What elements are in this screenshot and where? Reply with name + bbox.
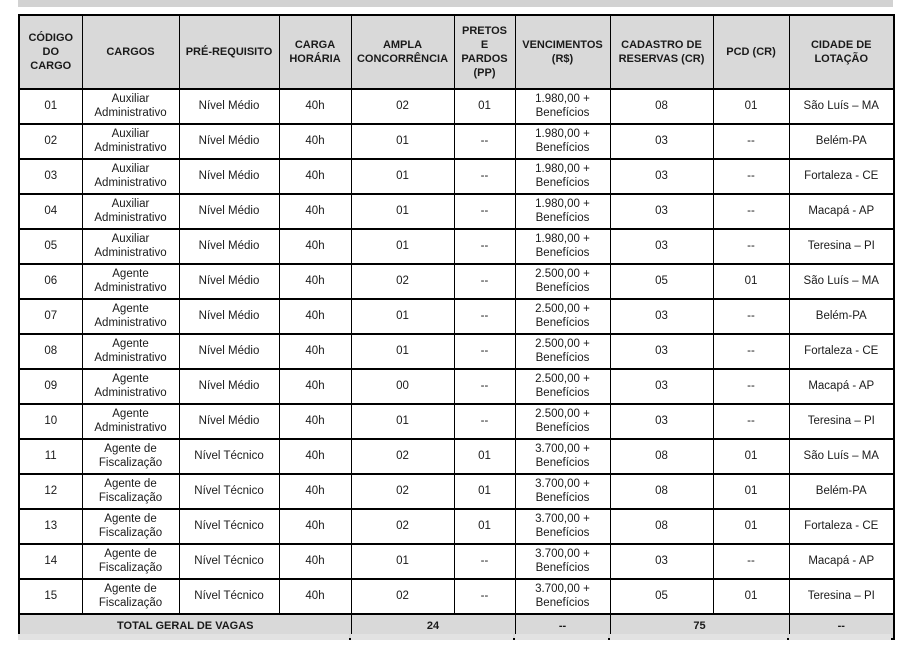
cropped-segment: [515, 634, 608, 640]
header-row: [19, 15, 894, 89]
cell-ampla-concorrencia: 01: [351, 404, 454, 439]
table-row: [19, 474, 894, 509]
cell-pre-requisito: Nível Médio: [179, 299, 279, 334]
cell-ampla-concorrencia: 01: [351, 544, 454, 579]
cell-cidade-de-lotacao: Belém-PA: [789, 474, 894, 509]
cell-cargos: Agente Administrativo: [82, 369, 179, 404]
footer-cell-3: 75: [610, 614, 789, 639]
cell-cargos: Auxiliar Administrativo: [82, 159, 179, 194]
cell-cargos: Agente de Fiscalização: [82, 544, 179, 579]
header-cell-carga-horaria: CARGA HORÁRIA: [279, 15, 351, 89]
cell-cidade-de-lotacao: Fortaleza - CE: [789, 334, 894, 369]
cell-cargos: Agente Administrativo: [82, 299, 179, 334]
cell-pretos-e-pardos: --: [454, 124, 515, 159]
cell-pre-requisito: Nível Técnico: [179, 579, 279, 614]
header-cell-pcd-cr: PCD (CR): [713, 15, 789, 89]
table-row: [19, 229, 894, 264]
cell-pcd-cr: --: [713, 124, 789, 159]
cell-pre-requisito: Nível Médio: [179, 89, 279, 124]
cell-codigo-do-cargo: 09: [19, 369, 82, 404]
footer-cell-2: --: [515, 614, 610, 639]
cell-pre-requisito: Nível Médio: [179, 229, 279, 264]
cell-vencimentos: 2.500,00 + Benefícios: [515, 334, 610, 369]
cell-pre-requisito: Nível Técnico: [179, 474, 279, 509]
header-cell-cadastro-de-reservas: CADASTRO DE RESERVAS (CR): [610, 15, 713, 89]
cell-pcd-cr: --: [713, 404, 789, 439]
cell-codigo-do-cargo: 04: [19, 194, 82, 229]
cell-codigo-do-cargo: 06: [19, 264, 82, 299]
cell-cadastro-de-reservas: 03: [610, 404, 713, 439]
cell-vencimentos: 3.700,00 + Benefícios: [515, 509, 610, 544]
cell-pcd-cr: --: [713, 544, 789, 579]
table-body: [19, 89, 894, 614]
cell-codigo-do-cargo: 14: [19, 544, 82, 579]
cell-cargos: Agente de Fiscalização: [82, 509, 179, 544]
cell-vencimentos: 2.500,00 + Benefícios: [515, 369, 610, 404]
footer-cell-4: --: [789, 614, 894, 639]
cell-pretos-e-pardos: --: [454, 194, 515, 229]
cell-cadastro-de-reservas: 05: [610, 264, 713, 299]
cell-cadastro-de-reservas: 03: [610, 334, 713, 369]
cropped-segment: [351, 634, 513, 640]
cropped-segment: [610, 634, 787, 640]
cell-ampla-concorrencia: 02: [351, 579, 454, 614]
cell-carga-horaria: 40h: [279, 229, 351, 264]
cell-cargos: Agente de Fiscalização: [82, 579, 179, 614]
cell-codigo-do-cargo: 03: [19, 159, 82, 194]
cell-pcd-cr: --: [713, 299, 789, 334]
cell-ampla-concorrencia: 01: [351, 124, 454, 159]
cell-pre-requisito: Nível Médio: [179, 264, 279, 299]
table-row: [19, 579, 894, 614]
cell-ampla-concorrencia: 00: [351, 369, 454, 404]
cell-pretos-e-pardos: --: [454, 229, 515, 264]
cell-carga-horaria: 40h: [279, 89, 351, 124]
cell-pcd-cr: 01: [713, 264, 789, 299]
table-header: [19, 15, 894, 89]
cell-carga-horaria: 40h: [279, 544, 351, 579]
cell-pretos-e-pardos: --: [454, 299, 515, 334]
cell-codigo-do-cargo: 12: [19, 474, 82, 509]
cell-pretos-e-pardos: --: [454, 404, 515, 439]
cell-pcd-cr: 01: [713, 474, 789, 509]
table-row: [19, 159, 894, 194]
cell-pre-requisito: Nível Médio: [179, 404, 279, 439]
cell-vencimentos: 1.980,00 + Benefícios: [515, 159, 610, 194]
table-row: [19, 509, 894, 544]
cell-ampla-concorrencia: 02: [351, 264, 454, 299]
cell-ampla-concorrencia: 02: [351, 89, 454, 124]
cell-cargos: Agente de Fiscalização: [82, 474, 179, 509]
cell-pcd-cr: --: [713, 334, 789, 369]
table-row: [19, 89, 894, 124]
cell-pre-requisito: Nível Técnico: [179, 544, 279, 579]
cell-vencimentos: 1.980,00 + Benefícios: [515, 89, 610, 124]
cell-codigo-do-cargo: 10: [19, 404, 82, 439]
cropped-content-bottom: [18, 634, 893, 640]
cropped-segment: [18, 634, 349, 640]
cell-vencimentos: 2.500,00 + Benefícios: [515, 264, 610, 299]
header-cell-ampla-concorrencia: AMPLA CONCORRÊNCIA: [351, 15, 454, 89]
cell-pcd-cr: 01: [713, 579, 789, 614]
cell-codigo-do-cargo: 15: [19, 579, 82, 614]
cell-vencimentos: 1.980,00 + Benefícios: [515, 124, 610, 159]
cell-pretos-e-pardos: --: [454, 369, 515, 404]
footer-cell-0: TOTAL GERAL DE VAGAS: [19, 614, 351, 639]
cell-cidade-de-lotacao: Fortaleza - CE: [789, 159, 894, 194]
cell-carga-horaria: 40h: [279, 474, 351, 509]
cell-cargos: Auxiliar Administrativo: [82, 89, 179, 124]
table-row: [19, 334, 894, 369]
cell-pretos-e-pardos: --: [454, 579, 515, 614]
cell-vencimentos: 3.700,00 + Benefícios: [515, 439, 610, 474]
table-row: [19, 264, 894, 299]
cell-cidade-de-lotacao: Belém-PA: [789, 299, 894, 334]
table-row: [19, 369, 894, 404]
cell-pcd-cr: --: [713, 369, 789, 404]
cell-cidade-de-lotacao: Macapá - AP: [789, 544, 894, 579]
cell-pretos-e-pardos: --: [454, 334, 515, 369]
cell-cadastro-de-reservas: 03: [610, 369, 713, 404]
cell-cidade-de-lotacao: São Luís – MA: [789, 439, 894, 474]
cell-cadastro-de-reservas: 03: [610, 299, 713, 334]
cell-vencimentos: 1.980,00 + Benefícios: [515, 194, 610, 229]
cell-carga-horaria: 40h: [279, 194, 351, 229]
cell-cargos: Agente de Fiscalização: [82, 439, 179, 474]
cell-pretos-e-pardos: 01: [454, 509, 515, 544]
cell-cadastro-de-reservas: 08: [610, 509, 713, 544]
cell-codigo-do-cargo: 05: [19, 229, 82, 264]
cell-ampla-concorrencia: 02: [351, 474, 454, 509]
cell-cidade-de-lotacao: Macapá - AP: [789, 194, 894, 229]
cell-cadastro-de-reservas: 03: [610, 544, 713, 579]
cell-pretos-e-pardos: 01: [454, 89, 515, 124]
cell-cadastro-de-reservas: 08: [610, 89, 713, 124]
cell-carga-horaria: 40h: [279, 124, 351, 159]
cell-pretos-e-pardos: --: [454, 159, 515, 194]
table-row: [19, 404, 894, 439]
cell-pcd-cr: --: [713, 229, 789, 264]
cell-ampla-concorrencia: 01: [351, 334, 454, 369]
cell-pcd-cr: 01: [713, 509, 789, 544]
cell-pre-requisito: Nível Médio: [179, 369, 279, 404]
cell-cidade-de-lotacao: Teresina – PI: [789, 229, 894, 264]
cell-cidade-de-lotacao: Macapá - AP: [789, 369, 894, 404]
cell-cidade-de-lotacao: Belém-PA: [789, 124, 894, 159]
cell-cadastro-de-reservas: 03: [610, 159, 713, 194]
cell-pre-requisito: Nível Técnico: [179, 439, 279, 474]
cell-pcd-cr: --: [713, 159, 789, 194]
cell-cidade-de-lotacao: São Luís – MA: [789, 264, 894, 299]
cell-cargos: Auxiliar Administrativo: [82, 194, 179, 229]
cell-codigo-do-cargo: 02: [19, 124, 82, 159]
cell-carga-horaria: 40h: [279, 404, 351, 439]
cell-carga-horaria: 40h: [279, 299, 351, 334]
cell-cidade-de-lotacao: Teresina – PI: [789, 579, 894, 614]
cell-carga-horaria: 40h: [279, 369, 351, 404]
cell-ampla-concorrencia: 01: [351, 194, 454, 229]
cell-pre-requisito: Nível Médio: [179, 124, 279, 159]
cell-pcd-cr: 01: [713, 89, 789, 124]
cell-pcd-cr: 01: [713, 439, 789, 474]
vacancies-table: [18, 14, 895, 640]
cell-pretos-e-pardos: 01: [454, 474, 515, 509]
cell-ampla-concorrencia: 02: [351, 439, 454, 474]
cell-vencimentos: 1.980,00 + Benefícios: [515, 229, 610, 264]
cell-pre-requisito: Nível Médio: [179, 334, 279, 369]
cell-cadastro-de-reservas: 03: [610, 229, 713, 264]
cell-cargos: Agente Administrativo: [82, 264, 179, 299]
table-row: [19, 439, 894, 474]
cell-cidade-de-lotacao: São Luís – MA: [789, 89, 894, 124]
cell-cargos: Auxiliar Administrativo: [82, 229, 179, 264]
cell-ampla-concorrencia: 01: [351, 229, 454, 264]
cell-pretos-e-pardos: --: [454, 544, 515, 579]
cell-pre-requisito: Nível Médio: [179, 194, 279, 229]
header-cell-cargos: CARGOS: [82, 15, 179, 89]
cell-carga-horaria: 40h: [279, 334, 351, 369]
cell-ampla-concorrencia: 01: [351, 159, 454, 194]
cell-carga-horaria: 40h: [279, 159, 351, 194]
cell-codigo-do-cargo: 11: [19, 439, 82, 474]
cell-codigo-do-cargo: 08: [19, 334, 82, 369]
cell-codigo-do-cargo: 01: [19, 89, 82, 124]
cell-vencimentos: 3.700,00 + Benefícios: [515, 544, 610, 579]
cell-pretos-e-pardos: 01: [454, 439, 515, 474]
cropped-segment: [789, 634, 891, 640]
cell-codigo-do-cargo: 13: [19, 509, 82, 544]
cropped-content-top: [18, 0, 893, 7]
cell-carga-horaria: 40h: [279, 579, 351, 614]
cell-cargos: Auxiliar Administrativo: [82, 124, 179, 159]
cell-carga-horaria: 40h: [279, 264, 351, 299]
header-cell-vencimentos: VENCIMENTOS (R$): [515, 15, 610, 89]
cell-cadastro-de-reservas: 08: [610, 439, 713, 474]
table-row: [19, 299, 894, 334]
table-row: [19, 194, 894, 229]
cell-vencimentos: 3.700,00 + Benefícios: [515, 579, 610, 614]
cell-cargos: Agente Administrativo: [82, 334, 179, 369]
cell-cadastro-de-reservas: 08: [610, 474, 713, 509]
table-row: [19, 544, 894, 579]
cell-cadastro-de-reservas: 03: [610, 194, 713, 229]
header-cell-cidade-de-lotacao: CIDADE DE LOTAÇÃO: [789, 15, 894, 89]
cell-carga-horaria: 40h: [279, 439, 351, 474]
cell-cidade-de-lotacao: Fortaleza - CE: [789, 509, 894, 544]
cell-vencimentos: 2.500,00 + Benefícios: [515, 299, 610, 334]
header-cell-pre-requisito: PRÉ-REQUISITO: [179, 15, 279, 89]
cell-vencimentos: 2.500,00 + Benefícios: [515, 404, 610, 439]
cell-pre-requisito: Nível Médio: [179, 159, 279, 194]
cell-pre-requisito: Nível Técnico: [179, 509, 279, 544]
cell-ampla-concorrencia: 01: [351, 299, 454, 334]
cell-ampla-concorrencia: 02: [351, 509, 454, 544]
cell-codigo-do-cargo: 07: [19, 299, 82, 334]
table-row: [19, 124, 894, 159]
cell-cadastro-de-reservas: 03: [610, 124, 713, 159]
cell-carga-horaria: 40h: [279, 509, 351, 544]
footer-cell-1: 24: [351, 614, 515, 639]
header-cell-codigo-do-cargo: CÓDIGO DO CARGO: [19, 15, 82, 89]
cell-cargos: Agente Administrativo: [82, 404, 179, 439]
cell-cadastro-de-reservas: 05: [610, 579, 713, 614]
header-cell-pretos-e-pardos: PRETOS E PARDOS (PP): [454, 15, 515, 89]
cell-pretos-e-pardos: --: [454, 264, 515, 299]
cell-pcd-cr: --: [713, 194, 789, 229]
cell-cidade-de-lotacao: Teresina – PI: [789, 404, 894, 439]
cell-vencimentos: 3.700,00 + Benefícios: [515, 474, 610, 509]
